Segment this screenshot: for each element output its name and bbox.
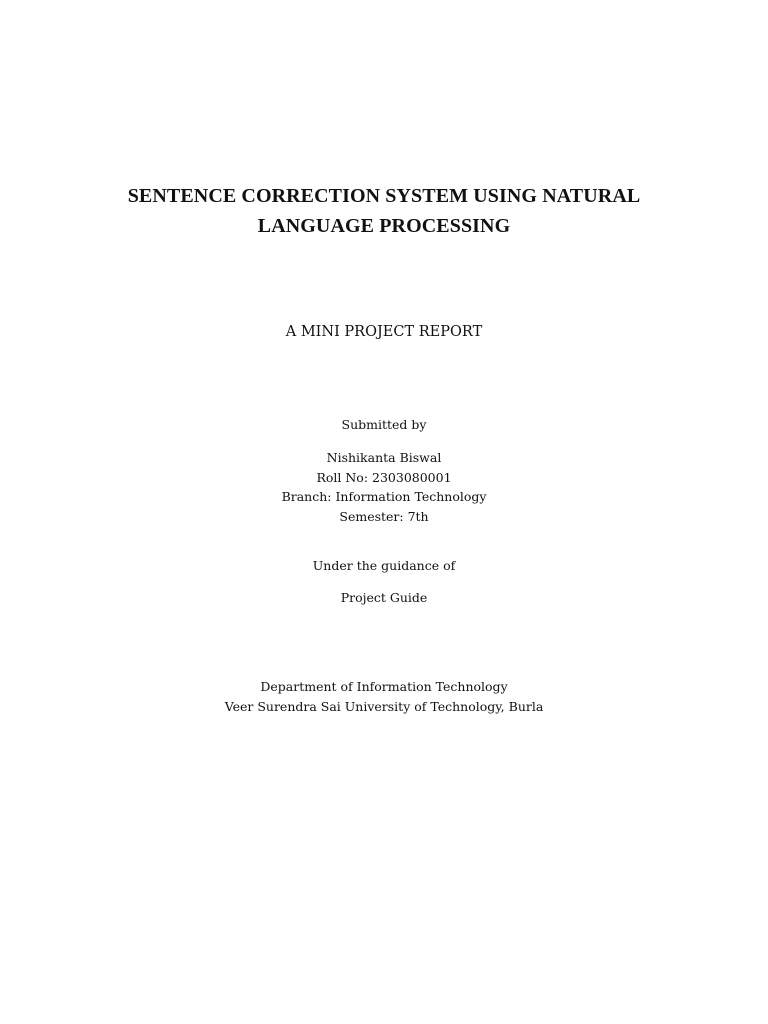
student-semester: Semester: 7th — [339, 508, 429, 524]
institution-details — [0, 677, 768, 716]
student-details — [0, 448, 768, 526]
report-title-line-1: SENTENCE CORRECTION SYSTEM USING NATURAL — [127, 185, 641, 207]
report-title — [0, 181, 768, 241]
report-title-line-2: LANGUAGE PROCESSING — [257, 215, 511, 237]
student-roll-number: Roll No: 2303080001 — [316, 469, 452, 485]
submitted-by-label: Submitted by — [341, 417, 427, 432]
student-name: Nishikanta Biswal — [326, 450, 442, 465]
student-branch: Branch: Information Technology — [281, 489, 487, 504]
project-guide: Project Guide — [340, 590, 428, 605]
department-name: Department of Information Technology — [260, 679, 508, 694]
university-name: Veer Surendra Sai University of Technology, Burla — [224, 698, 544, 714]
guidance-label: Under the guidance of — [312, 558, 456, 573]
report-subtitle: A MINI PROJECT REPORT — [285, 324, 483, 340]
